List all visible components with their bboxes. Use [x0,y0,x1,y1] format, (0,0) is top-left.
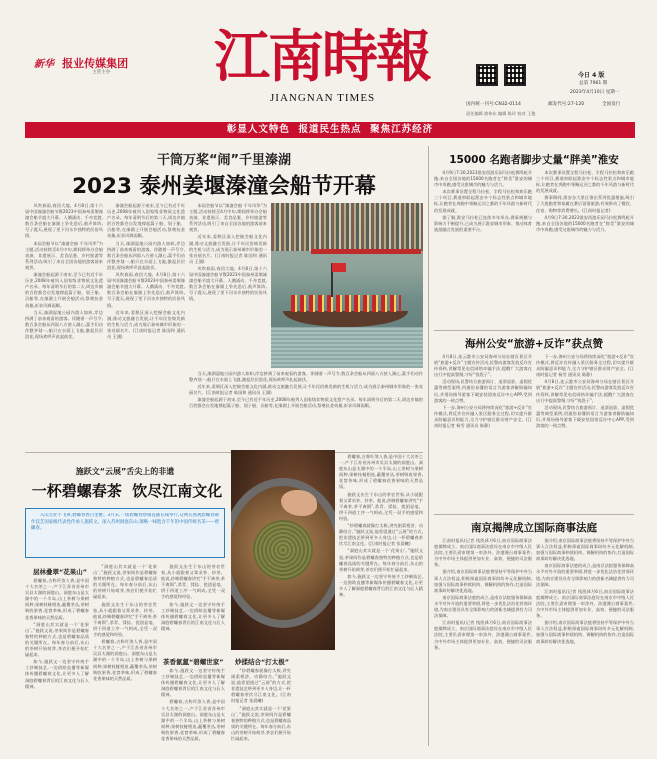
tea-sub-1: 层林叠翠“花果山” [33,568,88,576]
logo-prefix: 新华 [34,59,54,70]
tea-leaves [253,520,313,580]
today-pages: 今日 4 版 [578,72,605,79]
masthead [0,0,657,142]
slogan-bar [25,122,635,138]
tea-col-3b: 如今,施跃文一边坚守传统手工炒制技艺,一边借助直播等新媒体传播碧螺春文化,让更多人了解洞庭碧螺春背后的江南文化与匠人精神。 碧螺春,古称吓煞人香,是中国十大名茶之一,产于江苏省苏州市吴县太湖的洞庭山。洞庭东山是太湖中的一个半岛,山上茶树与果树间种,果树枝桠相连,蔽覆茶丛,茶树吸收果香,花窨茶味,形成了碧螺春花香果味的天然品质。 [161,668,225,742]
section-divider [25,452,423,453]
red-banner [311,249,421,254]
newspaper-title: 江南時報 [214,24,430,90]
tea-sub-2: 茶香氤氲“碧螺世家” [163,658,224,666]
right3-col-1: 江南时报讯(记者 钱凯)4月6日,南京国际商事法庭揭牌成立。南京国际商事法庭设在南京市中级人民法院,主要负责审理第一审涉外、涉港澳台商事案件,为中外市场主体提供更加专业、高效、便捷的司法服务。 据介绍,南京国际商事法庭将坚持平等保护中外当事人合法权益,积极探索国际商事纠纷多元化解机制,加强与国际商事仲裁机构、调解机构的协作,打造国际商事纠纷解决优选地。 南京国际商事法庭的成立,是南京法院服务保障高水平对外开放的重要举措,将进一步优化法治化营商环境,为南京建设具有全球影响力的创新名城提供有力司法保障。 江南时报讯(记者 钱凯)4月6日,南京国际商事法庭揭牌成立。南京国际商事法庭设在南京市中级人民法院,主要负责审理第一审涉外、涉港澳台商事案件,为中外市场主体提供更加专业、高效、便捷的司法服务。 [434,538,532,650]
crowd-band [271,203,423,251]
right2-col-2: 下一步,海州公安分局将持续深化“旅游+反诈”宣传模式,将反诈宣传融入景区服务全过程,切实提升群众防骗意识和能力,全力守护辖区群众财产安全。(江南时报记者 杨雪 通讯员 陈静) 4月8日,连云港市公安局海州分局在辖区景区开展“旅游+反诈”主题宣传活动,民警向游客发放反诈宣传资料,讲解常见电信网络诈骗手法,提醒广大游客在出行中提高警惕,守好“钱袋子”。 活动现场,民警结合旅游预订、退票退款、虚假优惠等典型案例,用通俗易懂的语言为游客讲解防骗知识,并现场指导游客下载安装国家反诈中心APP,受到游客的一致点赞。 [536,354,634,429]
price-info: 全国发行 [602,102,621,107]
water [271,327,423,368]
issue-date: 2023年4月10日 星期一 [570,90,620,95]
lead-col-1: 风吹春雨,春回大地。4月8日,第十六届中国溱潼会船节暨2023中国泰州姜堰溱潼会船节盛大开幕。人潮涌动、千舟竞渡,数百条会船在溱湖上争先恐后,鼓声阵阵,号子震天,展现了里下河水乡独特的民俗风情。 本届会船节以“溱潼会船 千年风华”为主题,活动持续至4月中旬,期间将举办会船表演、非遗展示、美食品鉴、乡村旅游等系列活动,吸引了来自全国各地的游客前来观赏。 溱潼会船起源于南宋,至今已有近千年历史,2008年被列入国家级非物质文化遗产名录。每年清明节后的第二天,周边乡镇的百姓都会自发地撑起篙子船、划子船、贡船等,在溱湖上开展会船活动,祭奠抗金英雄,祈求风调雨顺。 当天,溱湖湿地公园内游人如织,岸边挤满了前来观看的游客。伴随着一声号令,数百条会船从四面八方驶入湖心,篙手们动作整齐划一,船只在水面上飞驰,激起层层浪花,现场欢呼声此起彼伏。 [25,203,103,339]
right1-headline: 15000 名跑者脚步丈量“胖美”淮安 [449,154,619,166]
column-divider [428,146,429,746]
tea-col-3: 施跃文出生于东山的茶农世家,从小就跟着父辈采茶、炒茶。他说,炒制碧螺春讲究“手不离茶,茶不离锅”,杀青、揉捻、搓团显毫、烘干四道工序一气呵成,全凭一双手的感觉和经验。 如今,施跃文一边坚守传统手工炒制技艺,一边借助直播等新媒体传播碧螺春文化,让更多人了解洞庭碧螺春背后的江南文化与匠人精神。 [161,564,225,631]
qr-code-2 [504,64,526,86]
tea-intro: 入山无处不飞翠,碧螺春香百里醉。3月末,一场碧螺春炒制直播在线举行,众网友围观碧螺春制作技艺国家级代表性传承人施跃文、深入苏州洞庭东山,领略一味饱含千年的中国传统名茶——碧螺春。 [31,513,219,532]
right1-col-1: 4月9日7:30,2023淮安西游乐园马拉松赛鸣枪开跑,来自全国各地的15000名跑者在“胖美”淮安的城市中奔跑,感受这座城市的魅力与活力。 本次赛事设置全程马拉松、半程马拉松和欢乐跑三个项目,赛道串联起淮安多个标志性景点和城市地标,让跑者在奔跑中领略运河之都的千年风韵与新时代的发展成就。 据了解,淮安马拉松已连续多年举办,赛事规模与影响力不断提升,已成为展示淮安城市形象、推动体育旅游融合发展的重要平台。 [434,170,532,232]
right-story-3 [434,516,634,746]
right3-headline: 南京揭牌成立国际商事法庭 [471,522,597,534]
lead-kicker: 干筒万桨“闹”千里溱湖 [156,153,292,168]
flag-cloth [332,263,346,272]
right-story-1 [434,146,634,326]
right-divider-1 [434,330,634,331]
tea-col-5: 碧螺春,古称吓煞人香,是中国十大名茶之一,产于江苏省苏州市吴县太湖的洞庭山。洞庭东山是太湖中的一个半岛,山上茶树与果树间种,果树枝桠相连,蔽覆茶丛,茶树吸收果香,花窨茶味,形成了碧螺春花香果味的天然品质。 施跃文出生于东山的茶农世家,从小就跟着父辈采茶、炒茶。他说,炒制碧螺春讲究“手不离茶,茶不离锅”,杀青、揉捻、搓团显毫、烘干四道工序一气呵成,全凭一双手的感觉和经验。 “炒碧螺春就像打太极,讲究刚柔相济、动静结合。”施跃文说,他希望通过“云展”的方式,把非遗技艺带到更多人身边,让一杯碧螺春茶饮尽江南文化。(江南时报记者 张晨曦) “洞庭山其实就是一个‘花果山’。”施跃文说,茶果间作是碧螺春独特的种植方式,也是碧螺春品质的关键所在。每年春分前后,东山的茶树开始萌芽,茶农们便开始忙碌起来。 如今,施跃文一边坚守传统手工炒制技艺,一边借助直播等新媒体传播碧螺春文化,让更多人了解洞庭碧螺春背后的江南文化与匠人精神。 [339,454,423,598]
cn-code: 国内统一刊号:CN32-0114 [466,102,521,107]
right2-col-1: 4月8日,连云港市公安局海州分局在辖区景区开展“旅游+反诈”主题宣传活动,民警向游客发放反诈宣传资料,讲解常见电信网络诈骗手法,提醒广大游客在出行中提高警惕,守好“钱袋子”。 活动现场,民警结合旅游预订、退票退款、虚假优惠等典型案例,用通俗易懂的语言为游客讲解防骗知识,并现场指导游客下载安装国家反诈中心APP,受到游客的一致点赞。 下一步,海州公安分局将持续深化“旅游+反诈”宣传模式,将反诈宣传融入景区服务全过程,切实提升群众防骗意识和能力,全力守护辖区群众财产安全。(江南时报记者 杨雪 通讯员 陈静) [434,354,532,429]
lead-col-2: 溱潼会船起源于南宋,至今已有近千年历史,2008年被列入国家级非物质文化遗产名录。每年清明节后的第二天,周边乡镇的百姓都会自发地撑起篙子船、划子船、贡船等,在溱湖上开展会船活动,祭奠抗金英雄,祈求风调雨顺。 当天,溱湖湿地公园内游人如织,岸边挤满了前来观看的游客。伴随着一声号令,数百条会船从四面八方驶入湖心,篙手们动作整齐划一,船只在水面上飞驰,激起层层浪花,现场欢呼声此起彼伏。 风吹春雨,春回大地。4月8日,第十六届中国溱潼会船节暨2023中国泰州姜堰溱潼会船节盛大开幕。人潮涌动、千舟竞渡,数百条会船在溱湖上争先恐后,鼓声阵阵,号子震天,展现了里下河水乡独特的民俗风情。 近年来,姜堰区深入挖掘会船文化内涵,推动文旅融合发展,让千年民俗焕发新的生机与活力,成为展示泰州城市形象的一张亮丽名片。(江南时报记者 陈国和 通讯员 王涵) [107,203,185,339]
tea-headline: 一杯碧螺春茶 饮尽江南文化 [31,482,223,500]
lead-photo [271,203,423,368]
tea-intro-box [25,508,225,558]
post-code: 邮发代号:27-120 [548,102,585,107]
tea-sub-3: 炒揉结合“打太极” [235,658,290,666]
tea-kicker: 施跃文“云展”舌尖上的非遗 [75,467,175,476]
editors-line: 责任编辑 俞伟东 编辑 陈玲 校对 王俊 [466,111,536,116]
lead-col-3: 本届会船节以“溱潼会船 千年风华”为主题,活动持续至4月中旬,期间将举办会船表演、非遗展示、美食品鉴、乡村旅游等系列活动,吸引了来自全国各地的游客前来观赏。 近年来,姜堰区深入挖掘会船文化内涵,推动文旅融合发展,让千年民俗焕发新的生机与活力,成为展示泰州城市形象的一张亮丽名片。(江南时报记者 陈国和 通讯员 王涵) 风吹春雨,春回大地。4月8日,第十六届中国溱潼会船节暨2023中国泰州姜堰溱潼会船节盛大开幕。人潮涌动、千舟竞渡,数百条会船在溱湖上争先恐后,鼓声阵阵,号子震天,展现了里下河水乡独特的民俗风情。 [189,203,267,302]
tea-col-1: 碧螺春,古称吓煞人香,是中国十大名茶之一,产于江苏省苏州市吴县太湖的洞庭山。洞庭东山是太湖中的一个半岛,山上茶树与果树间种,果树枝桠相连,蔽覆茶丛,茶树吸收果香,花窨茶味,形成了碧螺春花香果味的天然品质。 “洞庭山其实就是一个‘花果山’。”施跃文说,茶果间作是碧螺春独特的种植方式,也是碧螺春品质的关键所在。每年春分前后,东山的茶树开始萌芽,茶农们便开始忙碌起来。 如今,施跃文一边坚守传统手工炒制技艺,一边借助直播等新媒体传播碧螺春文化,让更多人了解洞庭碧螺春背后的江南文化与匠人精神。 [25,578,89,689]
lead-headline: 2023 泰州姜堰溱潼会船节开幕 [72,174,376,199]
lead-col-4: 当天,溱湖湿地公园内游人如织,岸边挤满了前来观看的游客。伴随着一声号令,数百条会船从四面八方驶入湖心,篙手们动作整齐划一,船只在水面上飞驰,激起层层浪花,现场欢呼声此起彼伏。 近年来,姜堰区深入挖掘会船文化内涵,推动文旅融合发展,让千年民俗焕发新的生机与活力,成为展示泰州城市形象的一张亮丽名片。(江南时报记者 陈国和 通讯员 王涵) 溱潼会船起源于南宋,至今已有近千年历史,2008年被列入国家级非物质文化遗产名录。每年清明节后的第二天,周边乡镇的百姓都会自发地撑起篙子船、划子船、贡船等,在溱湖上开展会船活动,祭奠抗金英雄,祈求风调雨顺。 [189,371,423,409]
publisher-logo [34,52,184,68]
tea-col-2: “洞庭山其实就是一个‘花果山’。”施跃文说,茶果间作是碧螺春独特的种植方式,也是碧螺春品质的关键所在。每年春分前后,东山的茶树开始萌芽,茶农们便开始忙碌起来。 施跃文出生于东山的茶农世家,从小就跟着父辈采茶、炒茶。他说,炒制碧螺春讲究“手不离茶,茶不离锅”,杀青、揉捻、搓团显毫、烘干四道工序一气呵成,全凭一双手的感觉和经验。 碧螺春,古称吓煞人香,是中国十大名茶之一,产于江苏省苏州市吴县太湖的洞庭山。洞庭东山是太湖中的一个半岛,山上茶树与果树间种,果树枝桠相连,蔽覆茶丛,茶树吸收果香,花窨茶味,形成了碧螺春花香果味的天然品质。 [93,564,157,681]
lead-story [25,143,423,448]
right3-col-2: 据介绍,南京国际商事法庭将坚持平等保护中外当事人合法权益,积极探索国际商事纠纷多元化解机制,加强与国际商事仲裁机构、调解机构的协作,打造国际商事纠纷解决优选地。 南京国际商事法庭的成立,是南京法院服务保障高水平对外开放的重要举措,将进一步优化法治化营商环境,为南京建设具有全球影响力的创新名城提供有力司法保障。 江南时报讯(记者 钱凯)4月6日,南京国际商事法庭揭牌成立。南京国际商事法庭设在南京市中级人民法院,主要负责审理第一审涉外、涉港澳台商事案件,为中外市场主体提供更加专业、高效、便捷的司法服务。 据介绍,南京国际商事法庭将坚持平等保护中外当事人合法权益,积极探索国际商事纠纷多元化解机制,加强与国际商事仲裁机构、调解机构的协作,打造国际商事纠纷解决优选地。 [536,538,634,644]
title-pinyin: JIANGNAN TIMES [270,92,376,104]
issue-number: 总第 7961 期 [579,81,608,86]
tea-photo [231,450,335,650]
right-divider-2 [434,514,634,515]
boat-shape [283,311,408,327]
rowers [291,295,401,312]
right2-headline: 海州公安“旅游+反诈”获点赞 [464,338,604,350]
group-name: 报业传媒集团 [62,57,129,70]
slogan-text: 彰显人文特色 报道民生热点 聚焦江苏经济 [226,124,434,135]
qr-code-1 [476,64,498,86]
tea-col-4: “炒碧螺春就像打太极,讲究刚柔相济、动静结合。”施跃文说,他希望通过“云展”的方式,把非遗技艺带到更多人身边,让一杯碧螺春茶饮尽江南文化。(江南时报记者 张晨曦) “洞庭山其实就是一个‘花果山’。”施跃文说,茶果间作是碧螺春独特的种植方式,也是碧螺春品质的关键所在。每年春分前后,东山的茶树开始萌芽,茶农们便开始忙碌起来。 [231,668,291,742]
right1-col-2: 本次赛事设置全程马拉松、半程马拉松和欢乐跑三个项目,赛道串联起淮安多个标志性景点和城市地标,让跑者在奔跑中领略运河之都的千年风韵与新时代的发展成就。 赛事期间,淮安各大景区推出系列优惠措施,吸引了大批跑者和家属在赛后留淮旅游,有效带动了餐饮、住宿、购物等消费增长。(江南时报记者) 4月9日7:30,2023淮安西游乐园马拉松赛鸣枪开跑,来自全国各地的15000名跑者在“胖美”淮安的城市中奔跑,感受这座城市的魅力与活力。 [536,170,634,232]
tea-story [25,456,423,746]
sponsor-label: 主管主办 [92,70,111,75]
right-story-2 [434,332,634,512]
